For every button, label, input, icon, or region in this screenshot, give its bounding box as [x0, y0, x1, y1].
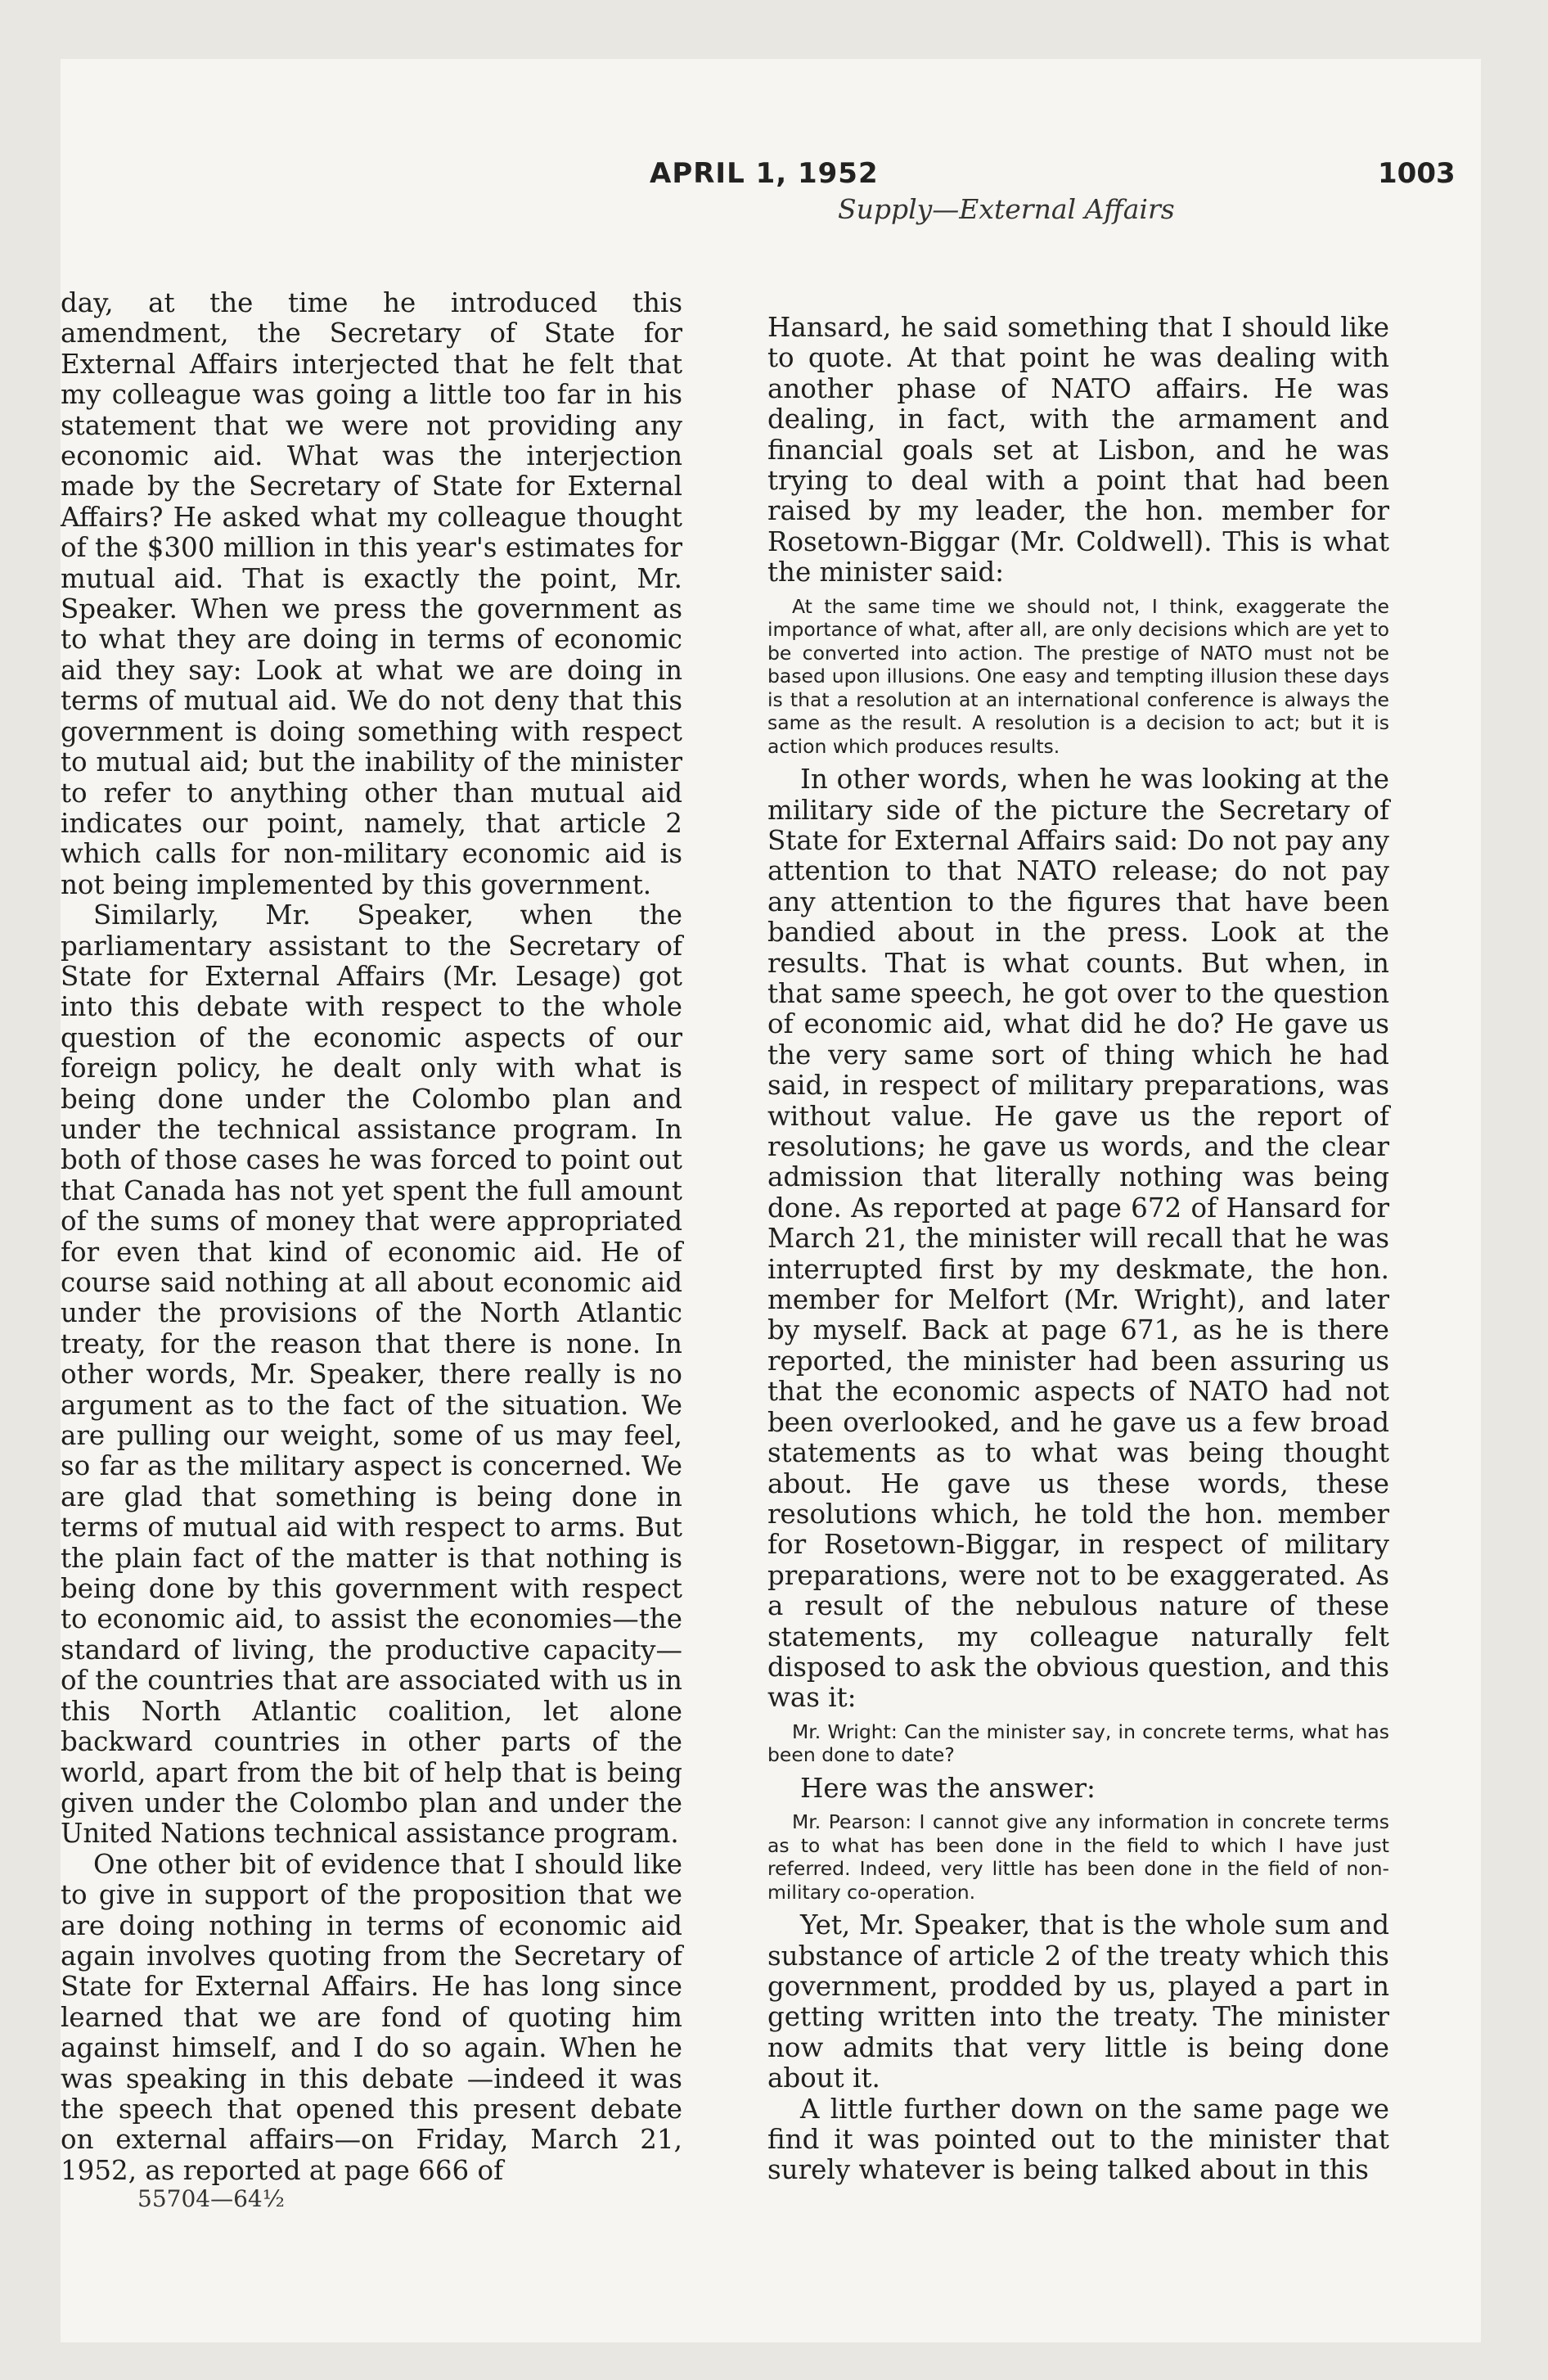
page-header [61, 157, 1481, 206]
block-quote: At the same time we should not, I think, exaggerate the importance of what, after all, are only decisions which are yet to be converted into action. The prestige of NATO must not be based upon illusions. One easy and tempting illusion these days is that a resolution at an international conference is always the same as the result. A resolution is a decision to act; but it is action which produces results. [767, 594, 1389, 758]
right-column [767, 313, 1389, 2186]
left-column [61, 288, 682, 2186]
signature-mark: 55704—64½ [137, 2185, 285, 2212]
paragraph: Here was the answer: [800, 1772, 1096, 1804]
paragraph: One other bit of evidence that I should like to give in support of the proposition that we are doing nothing in terms of economic aid again involves quoting from the Secretary of State for External Affairs. He has long since learned that we are fond of quoting him against himself, and I do so again. When he was speaking in this debate —indeed it was the speech that opened this present debate on external affairs—on Friday, March 21, 1952, as reported at page 666 of [61, 1848, 682, 2186]
paragraph: In other words, when he was looking at the military side of the picture the Secretary of State for External Affairs said: Do not pay any attention to that NATO release; do not pay any attention to the figures that have been bandied about in the press. Look at the results. That is what counts. But when, in that same speech, he got over to the question of economic aid, what did he do? He gave us the very same sort of thing which he had said, in respect of military preparations, was without value. He gave us the report of resolutions; he gave us words, and the clear admission that literally nothing was being done. As reported at page 672 of Hansard for March 21, the minister will recall that he was interrupted first by my deskmate, the hon. member for Melfort (Mr. Wright), and later by myself. Back at page 671, as he is there reported, the minister had been assuring us that the economic aspects of NATO had not been overlooked, and he gave us a few broad statements as to what was being thought about. He gave us these words, these resolutions which, he told the hon. member for Rosetown-Biggar, in respect of military preparations, were not to be exaggerated. As a result of the nebulous nature of these statements, my colleague naturally felt disposed to ask the obvious question, and this was it: [767, 764, 1389, 1714]
document-page [61, 59, 1481, 2342]
block-quote: Mr. Pearson: I cannot give any information in concrete terms as to what has been done in the field to which I have just referred. Indeed, very little has been done in the field of non-military co-operation. [767, 1810, 1389, 1904]
section-subject: Supply—External Affairs [838, 193, 1175, 225]
page-number: 1003 [1378, 157, 1456, 190]
paragraph: A little further down on the same page we find it was pointed out to the minister that surely whatever is being talked about in this [767, 2093, 1389, 2186]
block-quote: Mr. Wright: Can the minister say, in concrete terms, what has been done to date? [767, 1720, 1389, 1767]
header-date: APRIL 1, 1952 [650, 157, 879, 190]
paragraph: Similarly, Mr. Speaker, when the parliamentary assistant to the Secretary of State for External Affairs (Mr. Lesage) got into this debate with respect to the whole question of the economic aspects of our foreign policy, he dealt only with what is being done under the Colombo plan and under the technical assistance program. In both of those cases he was forced to point out that Canada has not yet spent the full amount of the sums of money that were appropriated for even that kind of economic aid. He of course said nothing at all about economic aid under the provisions of the North Atlantic treaty, for the reason that there is none. In other words, Mr. Speaker, there really is no argument as to the fact of the situation. We are pulling our weight, some of us may feel, so far as the military aspect is concerned. We are glad that something is being done in terms of mutual aid with respect to arms. But the plain fact of the matter is that nothing is being done by this government with respect to economic aid, to assist the economies—the standard of living, the productive capacity—of the countries that are associated with us in this North Atlantic coalition, let alone backward countries in other parts of the world, apart from the bit of help that is being given under the Colombo plan and under the United Nations technical assistance program. [61, 899, 682, 1850]
paragraph: Hansard, he said something that I should like to quote. At that point he was dealing with another phase of NATO affairs. He was dealing, in fact, with the armament and financial goals set at Lisbon, and he was trying to deal with a point that had been raised by my leader, the hon. member for Rosetown-Biggar (Mr. Coldwell). This is what the minister said: [767, 312, 1389, 588]
paragraph: day, at the time he introduced this amendment, the Secretary of State for External Affairs interjected that he felt that my colleague was going a little too far in his statement that we were not providing any economic aid. What was the interjection made by the Secretary of State for External Affairs? He asked what my colleague thought of the $300 million in this year's estimates for mutual aid. That is exactly the point, Mr. Speaker. When we press the government as to what they are doing in terms of economic aid they say: Look at what we are doing in terms of mutual aid. We do not deny that this government is doing something with respect to mutual aid; but the inability of the minister to refer to anything other than mutual aid indicates our point, namely, that article 2 which calls for non-military economic aid is not being implemented by this government. [61, 287, 682, 900]
paragraph: Yet, Mr. Speaker, that is the whole sum and substance of article 2 of the treaty which this government, prodded by us, played a part in getting written into the treaty. The minister now admits that very little is being done about it. [767, 1909, 1389, 2094]
